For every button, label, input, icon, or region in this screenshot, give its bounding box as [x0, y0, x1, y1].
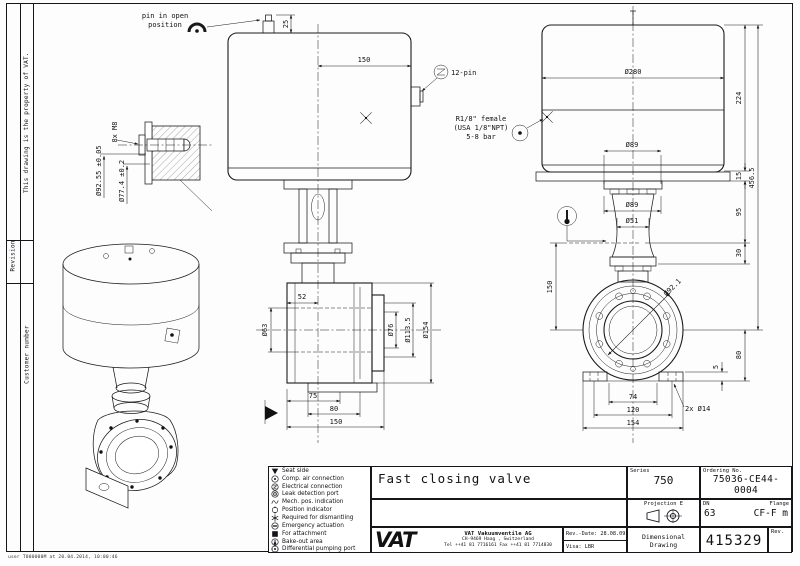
front-view	[228, 15, 476, 443]
revision-cell	[563, 527, 627, 553]
rev-label: Rev.	[771, 529, 784, 535]
emergency-actuation-icon	[271, 522, 279, 530]
pin-note-line1: pin in open	[141, 12, 189, 20]
electrical-connection-icon	[271, 483, 279, 491]
dim-15: 15	[735, 171, 743, 181]
dim-154: Ø154	[422, 321, 430, 339]
dn-value: 63	[704, 508, 716, 519]
legend-item	[269, 506, 370, 514]
dim-pin-25: 25	[282, 19, 290, 29]
drawing-number: 415329	[700, 527, 768, 553]
dim-154-feet: 154	[626, 419, 640, 427]
seat-side-icon	[271, 467, 279, 475]
dim-80: 80	[329, 405, 339, 413]
dn-flange-cell	[700, 499, 792, 527]
legend-item-label: For attachment	[282, 530, 327, 537]
legend-item	[269, 530, 370, 538]
legend-item	[269, 522, 370, 530]
drawing-type-line1: Dimensional	[641, 533, 686, 541]
drawing-type-line2: Drawing	[649, 541, 678, 549]
dim-120: 120	[626, 406, 640, 414]
dim-52: 52	[297, 293, 307, 301]
detail-bolt-circle-label: Ø92.55 ±0.05	[95, 145, 103, 196]
legend-item-label: Comp. air connection	[282, 475, 344, 482]
vat-logo	[372, 529, 434, 551]
dim-92-1: Ø92.1	[662, 277, 683, 298]
dim-80-side: 80	[735, 350, 743, 360]
dim-150-body: 150	[329, 418, 343, 426]
dim-280: Ø280	[624, 68, 642, 76]
dn-label: DN	[703, 501, 710, 507]
company-phone: Tel ++41 81 7716161 Fax ++41 81 7714830	[444, 543, 552, 548]
legend-item	[269, 491, 370, 499]
connector-12pin	[411, 87, 420, 106]
legend-item	[269, 483, 370, 491]
company-cell	[371, 527, 563, 553]
mounting-detail	[95, 121, 212, 211]
drawing-type-cell	[627, 527, 700, 553]
seat-side-icon	[265, 406, 278, 420]
visa: Visa: LBR	[566, 544, 595, 550]
flange-value: CF-F m	[753, 508, 788, 519]
dim-5: 5	[712, 364, 720, 370]
detail-pilot-label: Ø77.4 ±0.2	[118, 159, 126, 202]
rev-date: Rev.-Date: 28.08.09	[564, 528, 626, 541]
customer-number-label: Customer number	[23, 325, 31, 384]
air-note-line3: 5-8 bar	[466, 133, 496, 141]
legend-item-label: Leak detection port	[282, 491, 339, 498]
legend-item-label: Electrical connection	[282, 483, 343, 490]
dim-150-top: 150	[357, 56, 371, 64]
projection-label: Projection E	[644, 501, 683, 507]
dim-456-5: 456.5	[748, 167, 756, 189]
connector-label: 12-pin	[451, 69, 477, 77]
differential-pumping-port-icon	[271, 545, 279, 553]
pin-annotation	[142, 12, 260, 33]
leader-line	[207, 20, 260, 27]
rev-cell	[768, 527, 792, 553]
for-attachment-icon	[271, 530, 279, 538]
flange-label: Flange	[769, 501, 789, 507]
dim-89-lower: Ø89	[625, 201, 639, 209]
legend-item	[269, 514, 370, 522]
legend-item-label: Differential pumping port	[282, 546, 356, 553]
dim-95: 95	[735, 207, 743, 217]
title-block-empty-cell	[371, 499, 627, 527]
legend-item	[269, 538, 370, 546]
legend-item-label: Position indicator	[282, 507, 332, 514]
series-cell	[627, 466, 700, 499]
leak-detection-port-icon	[271, 490, 279, 498]
legend-item	[269, 475, 370, 483]
series-value: 750	[653, 474, 674, 487]
legend-item-label: Required for dismantling	[282, 514, 354, 521]
series-label: Series	[630, 468, 650, 474]
vat-logo-text: VAT	[375, 529, 416, 551]
drawing-title: Fast closing valve	[371, 466, 627, 499]
dim-113-5: Ø113.5	[404, 317, 412, 343]
legend-item	[269, 498, 370, 506]
position-indicator-icon	[271, 506, 279, 514]
company-address: CH-9469 Haag , Switzerland	[462, 537, 534, 542]
property-note: This drawing is the property of VAT.	[23, 52, 30, 193]
emergency-actuation-icon-dot	[195, 29, 199, 33]
revision-label: Revision	[9, 240, 17, 272]
dim-51: Ø51	[625, 217, 639, 225]
dim-63: Ø63	[261, 323, 269, 337]
ordering-value: 75036-CE44-0004	[712, 474, 780, 496]
dim-76: Ø76	[387, 323, 395, 337]
legend-item	[269, 467, 370, 475]
side-view	[454, 6, 763, 443]
projection-cell	[627, 499, 700, 527]
ordering-label: Ordering No.	[703, 468, 742, 474]
dim-74: 74	[628, 393, 638, 401]
isometric-view	[63, 244, 199, 508]
projection-symbol-icon	[644, 508, 684, 524]
ordering-cell	[700, 466, 792, 499]
detail-bolts-label: 8x M8	[111, 121, 119, 143]
air-port-marker	[536, 106, 559, 129]
dim-75: 75	[308, 392, 318, 400]
air-note-line1: R1/8" female	[455, 115, 507, 123]
legend-item-label: Mech. pos. indication	[282, 499, 344, 506]
indicator-pin	[263, 21, 274, 33]
dim-150-side: 150	[546, 280, 554, 294]
mech-pos-indication-icon	[271, 498, 279, 506]
air-port-marker	[355, 107, 378, 130]
bake-out-area-icon	[271, 538, 279, 546]
air-note-line2: (USA 1/8"NPT)	[453, 124, 509, 132]
dim-224: 224	[735, 91, 743, 105]
required-for-dismantling-icon	[271, 514, 279, 522]
legend-item-label: Seat side	[282, 467, 309, 474]
dim-2x14: 2x Ø14	[685, 405, 711, 413]
print-note: user T000000M at 20.04.2014, 10:00:46	[8, 555, 118, 560]
dim-30: 30	[735, 248, 743, 258]
legend-item-label: Emergency actuation	[282, 522, 344, 529]
dim-89-upper: Ø89	[625, 141, 639, 149]
pin-note-line2: position	[148, 21, 182, 29]
company-name: VAT Vakuumventile AG	[464, 531, 532, 537]
legend-item	[269, 545, 370, 553]
comp-air-connection-icon	[271, 475, 279, 483]
legend-item-label: Bake-out area	[282, 538, 323, 545]
legend	[268, 466, 371, 553]
